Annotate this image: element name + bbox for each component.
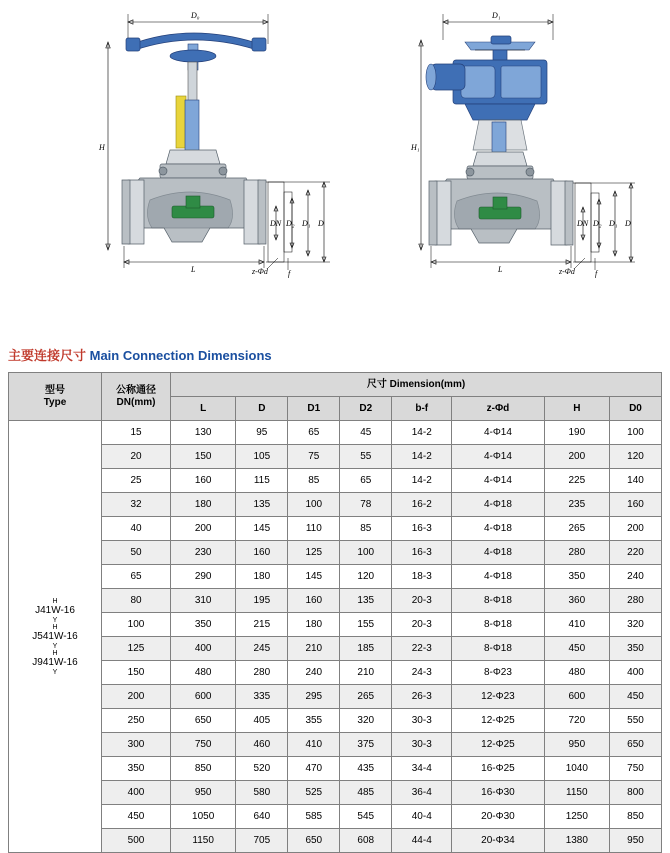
cell-dn: 80 (102, 589, 171, 613)
header-type (9, 373, 102, 421)
cell-H: 200 (544, 445, 609, 469)
cell-H: 280 (544, 541, 609, 565)
cell-D1: 125 (288, 541, 340, 565)
cell-D0: 100 (609, 421, 661, 445)
cell-zd: 4-Φ18 (452, 541, 544, 565)
cell-D: 460 (236, 733, 288, 757)
cell-L: 290 (171, 565, 236, 589)
cell-bf: 44-4 (392, 829, 452, 853)
cell-bf: 18-3 (392, 565, 452, 589)
cell-D0: 220 (609, 541, 661, 565)
cell-bf: 14-2 (392, 469, 452, 493)
label-d2-right: D₂ (593, 219, 602, 228)
cell-D1: 470 (288, 757, 340, 781)
cell-L: 850 (171, 757, 236, 781)
label-d2: D₂ (286, 219, 295, 228)
cell-D: 335 (236, 685, 288, 709)
dimensions-table (8, 372, 662, 853)
table-row (9, 685, 662, 709)
table-row (9, 805, 662, 829)
cell-D1: 525 (288, 781, 340, 805)
cell-H: 410 (544, 613, 609, 637)
cell-D0: 320 (609, 613, 661, 637)
cell-zd: 4-Φ18 (452, 493, 544, 517)
cell-D: 195 (236, 589, 288, 613)
cell-H: 1150 (544, 781, 609, 805)
table-row (9, 781, 662, 805)
header-col-L: L (171, 397, 236, 421)
cell-dn: 100 (102, 613, 171, 637)
cell-bf: 16-3 (392, 517, 452, 541)
cell-D0: 850 (609, 805, 661, 829)
cell-L: 950 (171, 781, 236, 805)
header-col-D1: D1 (288, 397, 340, 421)
cell-D2: 155 (340, 613, 392, 637)
cell-dn: 15 (102, 421, 171, 445)
section-title-en: Main Connection Dimensions (89, 348, 272, 363)
table-row (9, 421, 662, 445)
cell-D: 640 (236, 805, 288, 829)
cell-bf: 20-3 (392, 589, 452, 613)
technical-drawings (0, 0, 670, 330)
label-zd: z-Φd (252, 267, 268, 276)
cell-L: 130 (171, 421, 236, 445)
cell-L: 230 (171, 541, 236, 565)
cell-bf: 34-4 (392, 757, 452, 781)
cell-D0: 350 (609, 637, 661, 661)
cell-zd: 8-Φ18 (452, 589, 544, 613)
cell-zd: 4-Φ18 (452, 517, 544, 541)
cell-D0: 650 (609, 733, 661, 757)
cell-D: 180 (236, 565, 288, 589)
cell-D1: 650 (288, 829, 340, 853)
cell-L: 650 (171, 709, 236, 733)
cell-D2: 100 (340, 541, 392, 565)
cell-zd: 16-Φ25 (452, 757, 544, 781)
cell-L: 160 (171, 469, 236, 493)
cell-D1: 295 (288, 685, 340, 709)
cell-D2: 320 (340, 709, 392, 733)
table-row (9, 589, 662, 613)
cell-zd: 12-Φ25 (452, 733, 544, 757)
cell-D2: 485 (340, 781, 392, 805)
cell-H: 720 (544, 709, 609, 733)
cell-H: 235 (544, 493, 609, 517)
cell-D: 95 (236, 421, 288, 445)
cell-dn: 300 (102, 733, 171, 757)
cell-D0: 280 (609, 589, 661, 613)
section-title-cn: 主要连接尺寸 (8, 348, 90, 363)
cell-D: 145 (236, 517, 288, 541)
header-dn-cn: 公称通径 (116, 384, 156, 396)
cell-D: 520 (236, 757, 288, 781)
header-col-bf: b-f (392, 397, 452, 421)
cell-D2: 120 (340, 565, 392, 589)
cell-type-label: H J41W-16 Y H J541W-16 Y H J941W-16 Y (9, 421, 102, 853)
cell-H: 1040 (544, 757, 609, 781)
cell-bf: 14-2 (392, 445, 452, 469)
cell-bf: 14-2 (392, 421, 452, 445)
cell-bf: 24-3 (392, 661, 452, 685)
cell-D2: 185 (340, 637, 392, 661)
label-f: f (288, 269, 291, 278)
cell-H: 950 (544, 733, 609, 757)
label-l: L (191, 265, 196, 274)
cell-D0: 200 (609, 517, 661, 541)
cell-D2: 608 (340, 829, 392, 853)
label-d1-right: D₁ (609, 219, 618, 228)
cell-zd: 4-Φ18 (452, 565, 544, 589)
cell-D1: 180 (288, 613, 340, 637)
cell-D0: 750 (609, 757, 661, 781)
cell-dn: 20 (102, 445, 171, 469)
cell-D0: 800 (609, 781, 661, 805)
cell-dn: 250 (102, 709, 171, 733)
cell-D: 135 (236, 493, 288, 517)
cell-bf: 30-3 (392, 733, 452, 757)
cell-D1: 75 (288, 445, 340, 469)
cell-bf: 16-2 (392, 493, 452, 517)
cell-L: 1050 (171, 805, 236, 829)
cell-D2: 135 (340, 589, 392, 613)
cell-L: 180 (171, 493, 236, 517)
cell-L: 1150 (171, 829, 236, 853)
label-dn-right: DN (577, 219, 589, 228)
table-row (9, 469, 662, 493)
label-l-right: L (498, 265, 503, 274)
table-row (9, 709, 662, 733)
cell-dn: 65 (102, 565, 171, 589)
table-row (9, 541, 662, 565)
cell-bf: 26-3 (392, 685, 452, 709)
label-d1: D₁ (302, 219, 311, 228)
cell-bf: 30-3 (392, 709, 452, 733)
cell-H: 225 (544, 469, 609, 493)
cell-zd: 8-Φ18 (452, 637, 544, 661)
label-d1-top: D₁ (492, 11, 501, 20)
cell-dn: 350 (102, 757, 171, 781)
cell-D: 280 (236, 661, 288, 685)
right-valve-figure (335, 0, 670, 330)
header-col-D0: D0 (609, 397, 661, 421)
cell-D1: 240 (288, 661, 340, 685)
label-d: D (318, 219, 324, 228)
table-row (9, 493, 662, 517)
cell-zd: 4-Φ14 (452, 469, 544, 493)
header-dimension-group: 尺寸 Dimension(mm) (171, 373, 662, 397)
cell-L: 600 (171, 685, 236, 709)
cell-zd: 4-Φ14 (452, 445, 544, 469)
cell-dn: 125 (102, 637, 171, 661)
cell-D0: 450 (609, 685, 661, 709)
cell-bf: 22-3 (392, 637, 452, 661)
cell-L: 310 (171, 589, 236, 613)
cell-L: 150 (171, 445, 236, 469)
header-type-cn: 型号 (45, 384, 65, 396)
table-head (9, 373, 662, 421)
electric-actuator (426, 36, 547, 120)
cell-L: 750 (171, 733, 236, 757)
cell-D: 160 (236, 541, 288, 565)
label-dn: DN (270, 219, 282, 228)
header-dn (102, 373, 171, 421)
cell-D1: 355 (288, 709, 340, 733)
cell-D: 245 (236, 637, 288, 661)
cell-D: 405 (236, 709, 288, 733)
label-h: H (99, 143, 105, 152)
table-header-row-1 (9, 373, 662, 397)
cell-D0: 120 (609, 445, 661, 469)
cell-D1: 145 (288, 565, 340, 589)
cell-D0: 550 (609, 709, 661, 733)
cell-dn: 450 (102, 805, 171, 829)
cell-H: 360 (544, 589, 609, 613)
cell-H: 190 (544, 421, 609, 445)
header-dn-unit: DN(mm) (116, 396, 156, 408)
cell-dn: 400 (102, 781, 171, 805)
cell-D: 115 (236, 469, 288, 493)
cell-zd: 8-Φ18 (452, 613, 544, 637)
cell-D2: 265 (340, 685, 392, 709)
cell-D2: 85 (340, 517, 392, 541)
section-title (8, 345, 272, 364)
header-col-H: H (544, 397, 609, 421)
label-d0: D₀ (191, 11, 200, 20)
cell-bf: 20-3 (392, 613, 452, 637)
cell-D2: 55 (340, 445, 392, 469)
table-row (9, 637, 662, 661)
cell-D2: 545 (340, 805, 392, 829)
table-row (9, 829, 662, 853)
cell-dn: 150 (102, 661, 171, 685)
cell-dn: 50 (102, 541, 171, 565)
table-row (9, 733, 662, 757)
table-body (9, 421, 662, 853)
cell-D1: 585 (288, 805, 340, 829)
cell-H: 350 (544, 565, 609, 589)
cell-H: 1250 (544, 805, 609, 829)
label-zd-right: z-Φd (559, 267, 575, 276)
cell-bf: 16-3 (392, 541, 452, 565)
cell-zd: 16-Φ30 (452, 781, 544, 805)
cell-L: 400 (171, 637, 236, 661)
cell-D2: 78 (340, 493, 392, 517)
cell-D2: 210 (340, 661, 392, 685)
label-f-right: f (595, 269, 598, 278)
cell-D1: 110 (288, 517, 340, 541)
header-col-D2: D2 (340, 397, 392, 421)
cell-D: 105 (236, 445, 288, 469)
cell-D2: 375 (340, 733, 392, 757)
cell-dn: 40 (102, 517, 171, 541)
cell-D1: 100 (288, 493, 340, 517)
cell-dn: 25 (102, 469, 171, 493)
cell-D1: 410 (288, 733, 340, 757)
cell-D0: 950 (609, 829, 661, 853)
cell-D1: 65 (288, 421, 340, 445)
cell-zd: 20-Φ30 (452, 805, 544, 829)
cell-D2: 45 (340, 421, 392, 445)
cell-H: 600 (544, 685, 609, 709)
cell-D0: 240 (609, 565, 661, 589)
cell-D1: 210 (288, 637, 340, 661)
cell-D: 705 (236, 829, 288, 853)
cell-L: 480 (171, 661, 236, 685)
table-row (9, 445, 662, 469)
header-col-D: D (236, 397, 288, 421)
table-row (9, 517, 662, 541)
cell-D1: 160 (288, 589, 340, 613)
header-type-en: Type (43, 396, 67, 408)
cell-D2: 435 (340, 757, 392, 781)
cell-D: 215 (236, 613, 288, 637)
cell-zd: 8-Φ23 (452, 661, 544, 685)
cell-bf: 36-4 (392, 781, 452, 805)
cell-H: 480 (544, 661, 609, 685)
cell-D1: 85 (288, 469, 340, 493)
cell-D: 580 (236, 781, 288, 805)
cell-zd: 12-Φ25 (452, 709, 544, 733)
cell-dn: 32 (102, 493, 171, 517)
header-col-zd: z-Φd (452, 397, 544, 421)
cell-D0: 160 (609, 493, 661, 517)
cell-zd: 4-Φ14 (452, 421, 544, 445)
label-h1: H₁ (411, 143, 420, 152)
label-d-right: D (625, 219, 631, 228)
cell-H: 1380 (544, 829, 609, 853)
left-valve-figure (0, 0, 335, 330)
cell-dn: 200 (102, 685, 171, 709)
cell-dn: 500 (102, 829, 171, 853)
table-row (9, 661, 662, 685)
cell-D2: 65 (340, 469, 392, 493)
cell-L: 350 (171, 613, 236, 637)
cell-H: 265 (544, 517, 609, 541)
cell-bf: 40-4 (392, 805, 452, 829)
table-row (9, 613, 662, 637)
cell-zd: 20-Φ34 (452, 829, 544, 853)
cell-D0: 400 (609, 661, 661, 685)
table-row (9, 757, 662, 781)
cell-L: 200 (171, 517, 236, 541)
cell-zd: 12-Φ23 (452, 685, 544, 709)
table-row (9, 565, 662, 589)
cell-D0: 140 (609, 469, 661, 493)
cell-H: 450 (544, 637, 609, 661)
